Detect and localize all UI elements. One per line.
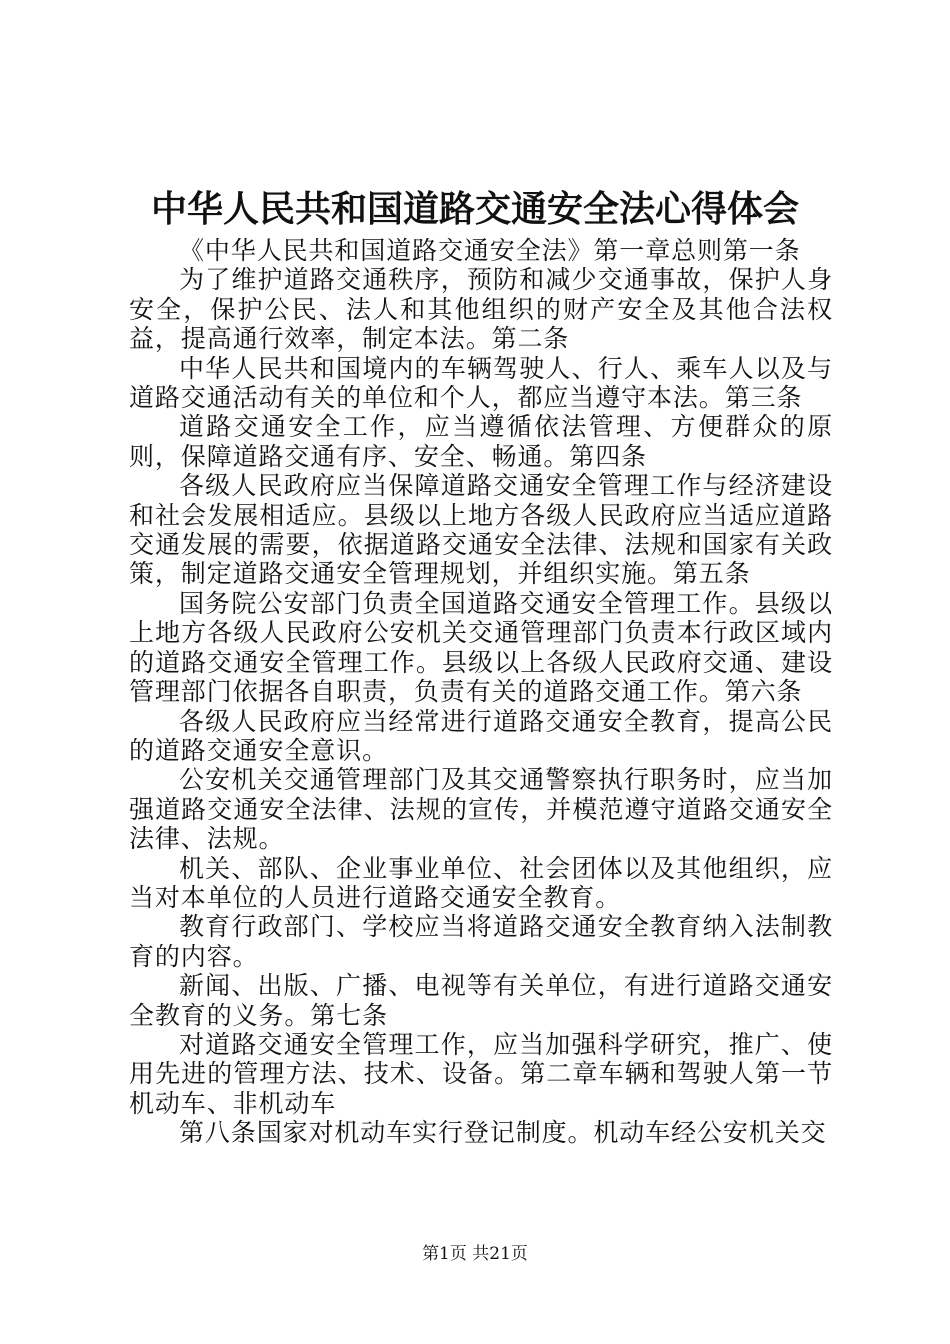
document-body bbox=[129, 236, 833, 1148]
paragraph: 各级人民政府应当经常进行道路交通安全教育，提高公民的道路交通安全意识。 bbox=[129, 706, 833, 765]
paragraph: 对道路交通安全管理工作，应当加强科学研究，推广、使用先进的管理方法、技术、设备。第二章车辆和驾驶人第一节机动车、非机动车 bbox=[129, 1029, 833, 1118]
page-number-footer: 第1页 共21页 bbox=[422, 1244, 528, 1264]
paragraph: 公安机关交通管理部门及其交通警察执行职务时，应当加强道路交通安全法律、法规的宣传，并模范遵守道路交通安全法律、法规。 bbox=[129, 765, 833, 854]
paragraph: 《中华人民共和国道路交通安全法》第一章总则第一条 bbox=[179, 236, 801, 265]
paragraph: 新闻、出版、广播、电视等有关单位，有进行道路交通安全教育的义务。第七条 bbox=[129, 971, 833, 1030]
paragraph: 道路交通安全工作，应当遵循依法管理、方便群众的原则，保障道路交通有序、安全、畅通。第四条 bbox=[129, 412, 833, 471]
paragraph: 为了维护道路交通秩序，预防和减少交通事故，保护人身安全，保护公民、法人和其他组织的财产安全及其他合法权益，提高通行效率，制定本法。第二条 bbox=[129, 265, 833, 354]
paragraph: 各级人民政府应当保障道路交通安全管理工作与经济建设和社会发展相适应。县级以上地方各级人民政府应当适应道路交通发展的需要，依据道路交通安全法律、法规和国家有关政策，制定道路交通安全管理规划，并组织实施。第五条 bbox=[129, 471, 833, 589]
paragraph: 教育行政部门、学校应当将道路交通安全教育纳入法制教育的内容。 bbox=[129, 912, 833, 971]
paragraph: 中华人民共和国境内的车辆驾驶人、行人、乘车人以及与道路交通活动有关的单位和个人，都应当遵守本法。第三条 bbox=[129, 353, 833, 413]
paragraph: 国务院公安部门负责全国道路交通安全管理工作。县级以上地方各级人民政府公安机关交通管理部门负责本行政区域内的道路交通安全管理工作。县级以上各级人民政府交通、建设管理部门依据各自职责，负责有关的道路交通工作。第六条 bbox=[129, 588, 833, 707]
document-title: 中华人民共和国道路交通安全法心得体会 bbox=[150, 188, 799, 230]
paragraph: 第八条国家对机动车实行登记制度。机动车经公安机关交 bbox=[179, 1118, 827, 1148]
paragraph: 机关、部队、企业事业单位、社会团体以及其他组织，应当对本单位的人员进行道路交通安全教育。 bbox=[129, 853, 833, 912]
